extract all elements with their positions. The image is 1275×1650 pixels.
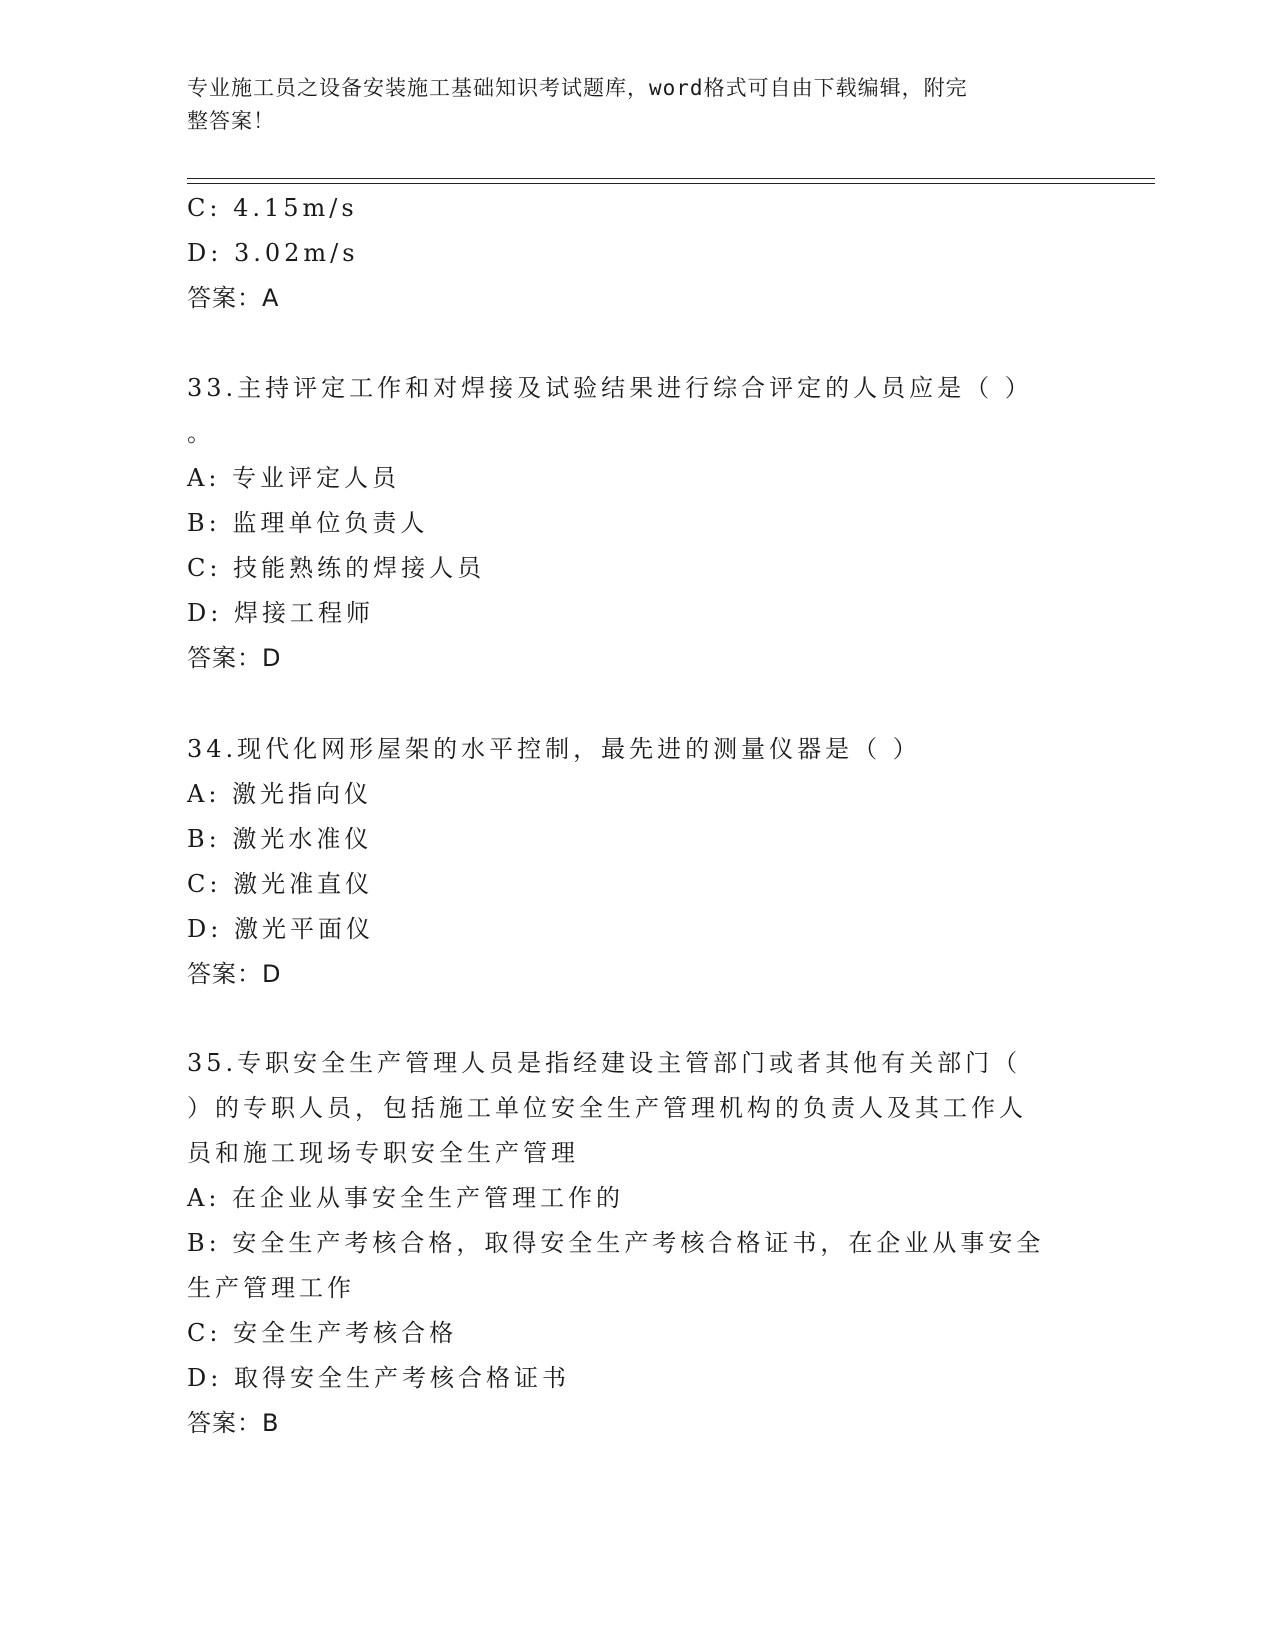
- option-line: D: 3.02m/s: [187, 239, 359, 267]
- answer-line: 答案：D: [187, 644, 282, 672]
- option-line: A: 激光指向仪: [187, 780, 373, 808]
- option-line: C: 技能熟练的焊接人员: [187, 554, 486, 582]
- document-header: 专业施工员之设备安装施工基础知识考试题库，word格式可自由下载编辑，附完 整答案！: [187, 76, 968, 133]
- option-line: B: 安全生产考核合格，取得安全生产考核合格证书，在企业从事安全: [187, 1229, 1045, 1257]
- option-line: C: 安全生产考核合格: [187, 1319, 458, 1347]
- option-line: C: 激光准直仪: [187, 870, 374, 898]
- question-text: 员和施工现场专职安全生产管理: [187, 1139, 579, 1167]
- option-line: A: 在企业从事安全生产管理工作的: [187, 1184, 625, 1212]
- option-line: D: 取得安全生产考核合格证书: [187, 1364, 570, 1392]
- option-line: 生产管理工作: [187, 1274, 355, 1302]
- option-line: D: 激光平面仪: [187, 915, 374, 943]
- header-divider-top: [187, 178, 1155, 179]
- option-line: C: 4.15m/s: [187, 194, 358, 222]
- question-text: 。: [187, 419, 215, 447]
- answer-line: 答案：D: [187, 960, 282, 988]
- question-text: 33.主持评定工作和对焊接及试验结果进行综合评定的人员应是（ ）: [187, 374, 1033, 402]
- question-text: ）的专职人员，包括施工单位安全生产管理机构的负责人及其工作人: [187, 1094, 1027, 1122]
- answer-line: 答案：B: [187, 1409, 280, 1437]
- option-line: B: 激光水准仪: [187, 825, 373, 853]
- answer-line: 答案：A: [187, 284, 280, 312]
- option-line: D: 焊接工程师: [187, 599, 374, 627]
- header-divider-bottom: [187, 183, 1155, 184]
- option-line: A: 专业评定人员: [187, 464, 401, 492]
- question-text: 35.专职安全生产管理人员是指经建设主管部门或者其他有关部门（: [187, 1049, 1022, 1077]
- option-line: B: 监理单位负责人: [187, 509, 429, 537]
- question-text: 34.现代化网形屋架的水平控制，最先进的测量仪器是（ ）: [187, 735, 921, 763]
